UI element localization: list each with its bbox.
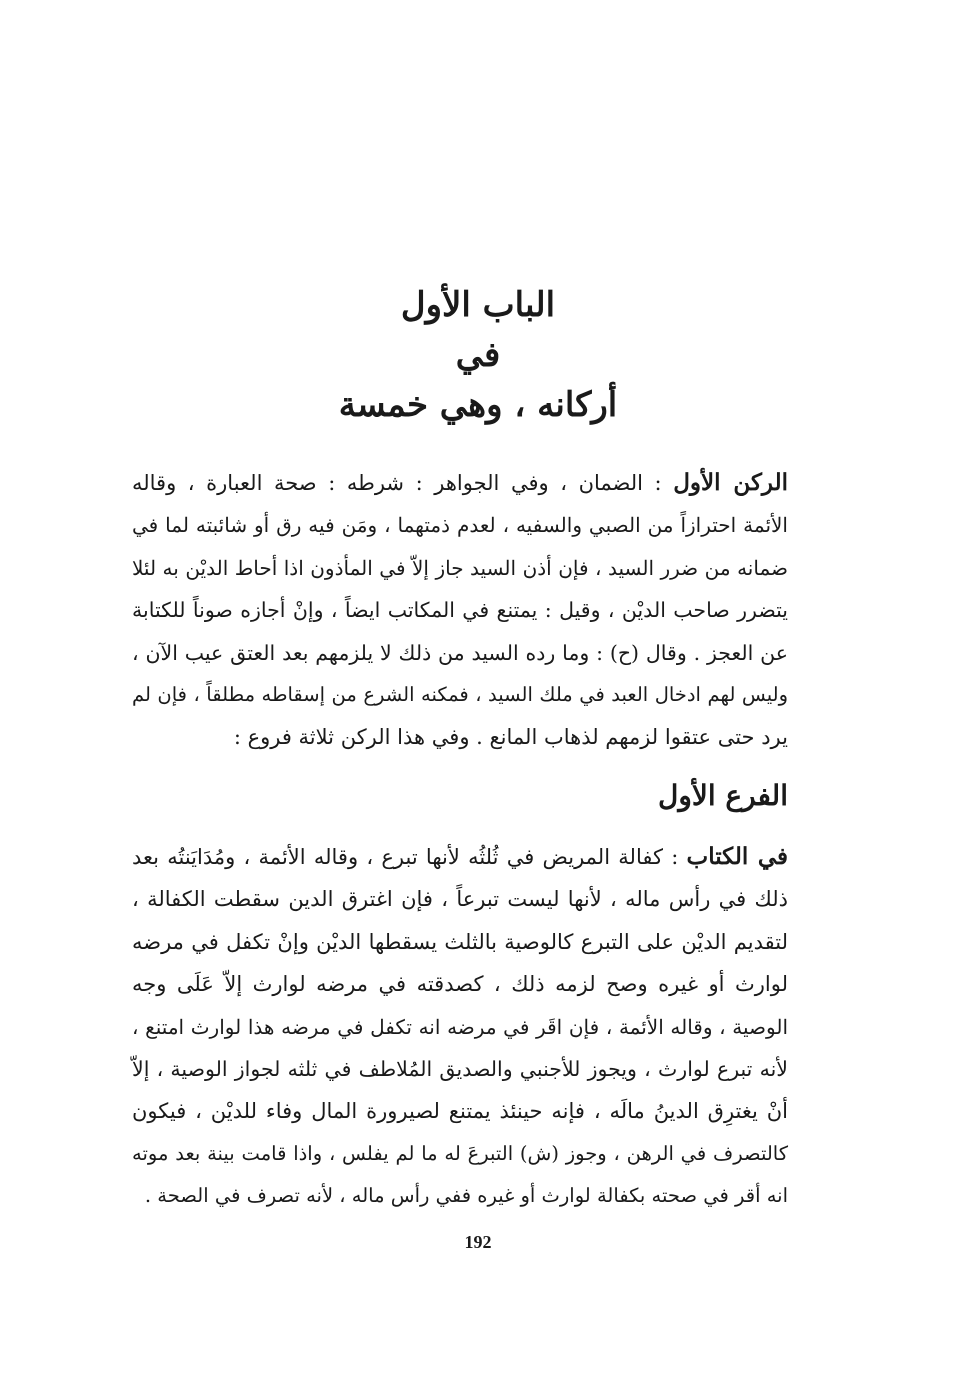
paragraph-line: الأئمة احترازاً من الصبي والسفيه ، لعدم ذمتهما ، ومَن فيه رق أو شائبته لما في: [132, 513, 788, 538]
chapter-heading: [0, 280, 956, 430]
page-number: 192: [464, 1232, 492, 1252]
paragraph-line: انه أقر في صحته بكفالة لوارث أو غيره ففي رأس ماله ، لأنه تصرف في الصحة .: [144, 1184, 788, 1208]
paragraph-line: كالتصرف في الرهن ، وجوز (ش) التبرعَ له ما لم يفلس ، واذا قامت بينة بعد موته: [132, 1141, 788, 1165]
paragraph-line: يتضرر صاحب الديْن ، وقيل : يمتنع في المكاتب ايضاً ، وإنْ أجازه صوناً للكتابة: [132, 598, 788, 623]
paragraph-line: لتقديم الديْن على التبرع كالوصية بالثلث يسقطها الديْن وإنْ تكفل في مرضه: [132, 929, 788, 954]
paragraph-lead-term: في الكتاب: [686, 843, 788, 870]
chapter-subtitle: أركانه ، وهي خمسة: [338, 385, 618, 425]
paragraph-line: عن العجز . وقال (ح) : وما رده السيد من ذلك لا يلزمهم بعد العتق عيب الآن ،: [132, 640, 788, 665]
chapter-title-preposition: في: [455, 335, 501, 375]
paragraph-line: الركن الأول : الضمان ، وفي الجواهر : شرطه : صحة العبارة ، وقاله: [132, 469, 788, 496]
chapter-title: الباب الأول: [400, 285, 556, 325]
paragraph-line: الوصية ، وقاله الأئمة ، فإن اقَر في مرضه انه تكفل في مرضه هذا لوارث امتنع ،: [132, 1014, 788, 1039]
paragraph-line: ذلك في رأس ماله ، لأنها ليست تبرعاً ، فإن اغترق الدين سقطت الكفالة ،: [132, 887, 788, 912]
paragraph-line: لأنه تبرع لوارث ، ويجوز للأجنبي والصديق المُلاطف في ثلثه لجواز الوصية ، إلاّ: [132, 1056, 788, 1081]
paragraph-pillar-one: [132, 462, 788, 759]
paragraph-line: أنْ يغترِق الدينُ مالَه ، فإنه حينئذ يمتنع لصيرورة المال وفاء للديْن ، فيكون: [132, 1099, 788, 1124]
paragraph-line: ضمانه من ضرر السيد ، فإن أذن السيد جاز إلاّ في المأذون اذا أحاط الديْن به لئلا: [132, 555, 788, 580]
section-heading: الفرع الأول: [658, 779, 788, 812]
paragraph-lead-term: الركن الأول: [673, 469, 788, 496]
paragraph-branch-one: [132, 836, 788, 1218]
paragraph-line: وليس لهم ادخال العبد في ملك السيد ، فمكنه الشرع من إسقاطه مطلقاً ، فإن لم: [132, 682, 788, 706]
paragraph-line: في الكتاب : كفالة المريض في ثُلثُه لأنها تبرع ، وقاله الأئمة ، ومُدَايَنتُه بعد: [132, 843, 788, 870]
paragraph-line: لوارث أو غيره وصح لزمه ذلك ، كصدقته في مرضه لوارث إلاّ عَلَى وجه: [132, 972, 788, 997]
paragraph-line: يرد حتى عتقوا لزمهم لذهاب المانع . وفي هذا الركن ثلاثة فروع :: [233, 725, 788, 750]
